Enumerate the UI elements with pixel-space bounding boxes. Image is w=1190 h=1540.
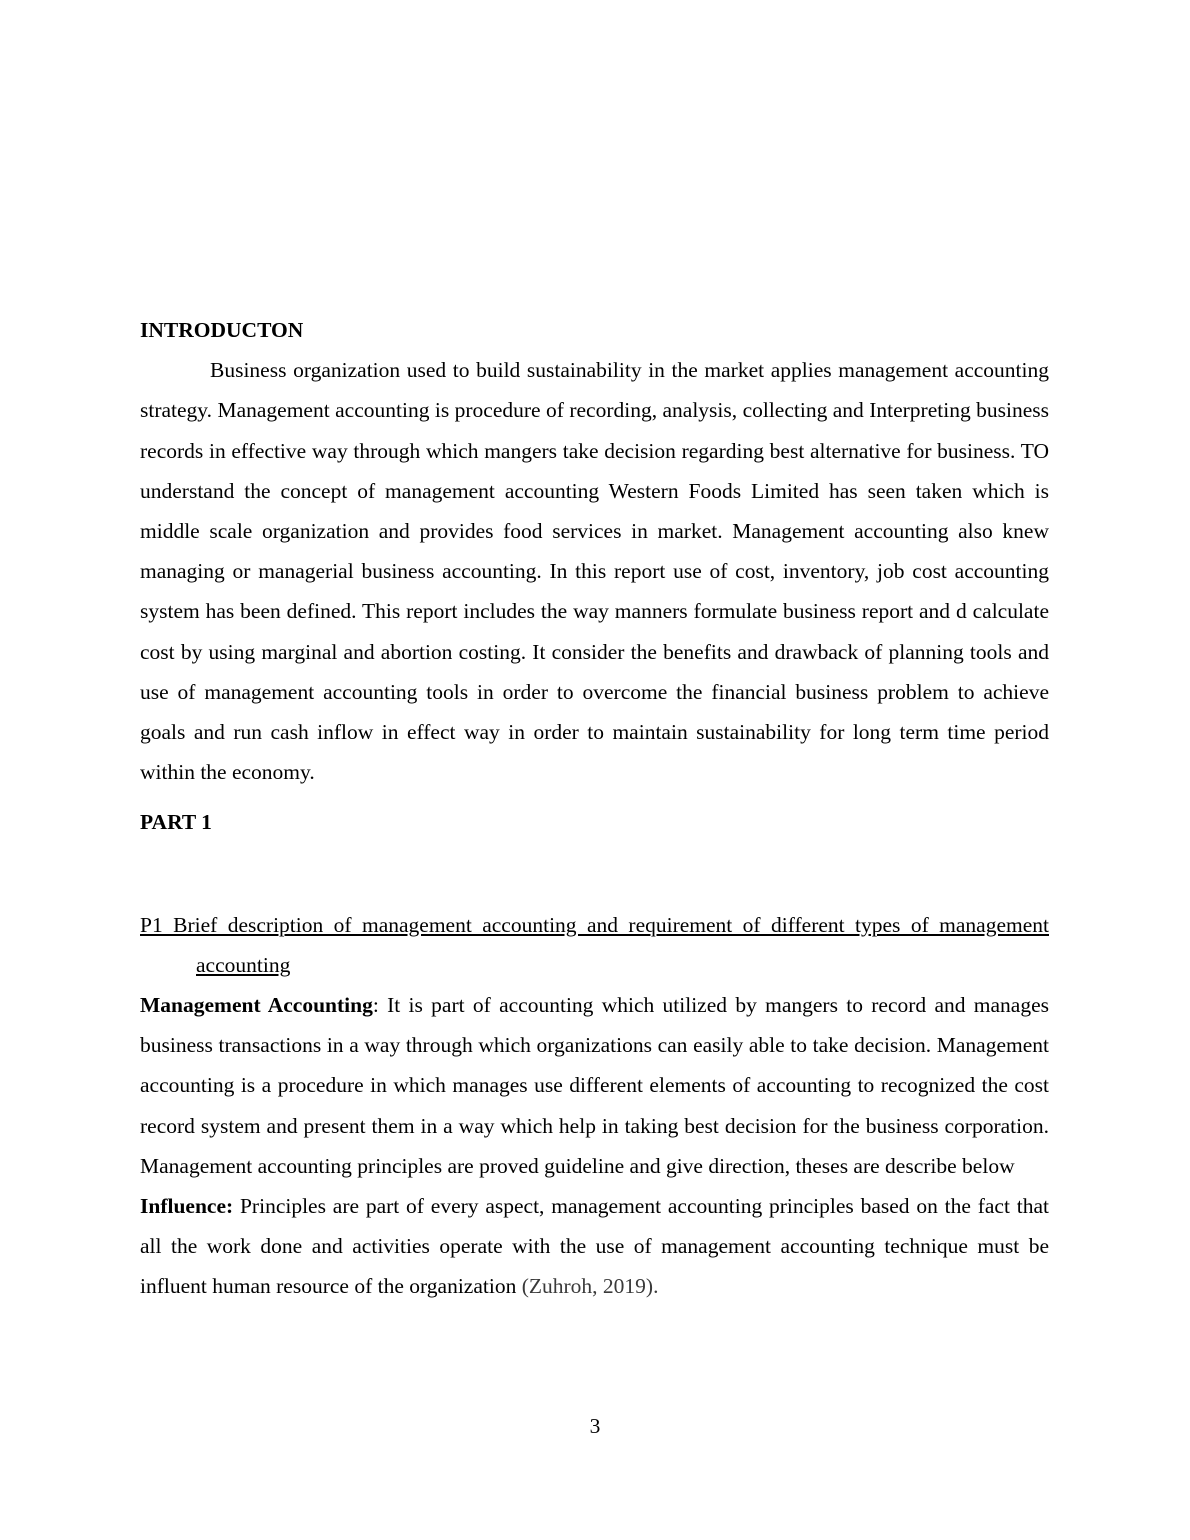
management-accounting-term: Management Accounting [140,993,373,1018]
management-accounting-body: It is part of accounting which utilized by mangers to record and manages business transactions in a way through which organizations can easily able to take decision. Management accounting is a procedure in which manages use different elements of accounting to recognized the cost record system and present them in a way which help in taking best decision for the business corporation. Management accounting principles are proved guideline and give direction, theses are describe below [140,993,1049,1178]
page-content [140,310,1049,1307]
p1-subheading: P1 Brief description of management accounting and requirement of different types of management accounting [140,912,1049,977]
section-spacer [140,843,1049,905]
term-separator: : [372,993,379,1018]
intro-heading: INTRODUCTON [140,318,304,342]
influence-paragraph [140,1186,1049,1307]
influence-term: Influence: [140,1194,234,1219]
influence-body: Principles are part of every aspect, management accounting principles based on the fact that all the work done and activities operate with the use of management accounting technique must be influent human resource of the organization [140,1194,1049,1299]
management-accounting-paragraph [140,985,1049,1186]
influence-citation: (Zuhroh, 2019). [521,1274,659,1299]
part1-heading: PART 1 [140,810,212,835]
page-number: 3 [589,1414,601,1438]
intro-paragraph: Business organization used to build sustainability in the market applies management accounting strategy. Management accounting is procedure of recording, analysis, collecting and Interpreting business records in effective way through which mangers take decision regarding best alternative for business. TO understand the concept of management accounting Western Foods Limited has seen taken which is middle scale organization and provides food services in market. Management accounting also knew managing or managerial business accounting. In this report use of cost, inventory, job cost accounting system has been defined. This report includes the way manners formulate business report and d calculate cost by using marginal and abortion costing. It consider the benefits and drawback of planning tools and use of management accounting tools in order to overcome the financial business problem to achieve goals and run cash inflow in effect way in order to maintain sustainability for long term time period within the economy. [140,358,1049,785]
